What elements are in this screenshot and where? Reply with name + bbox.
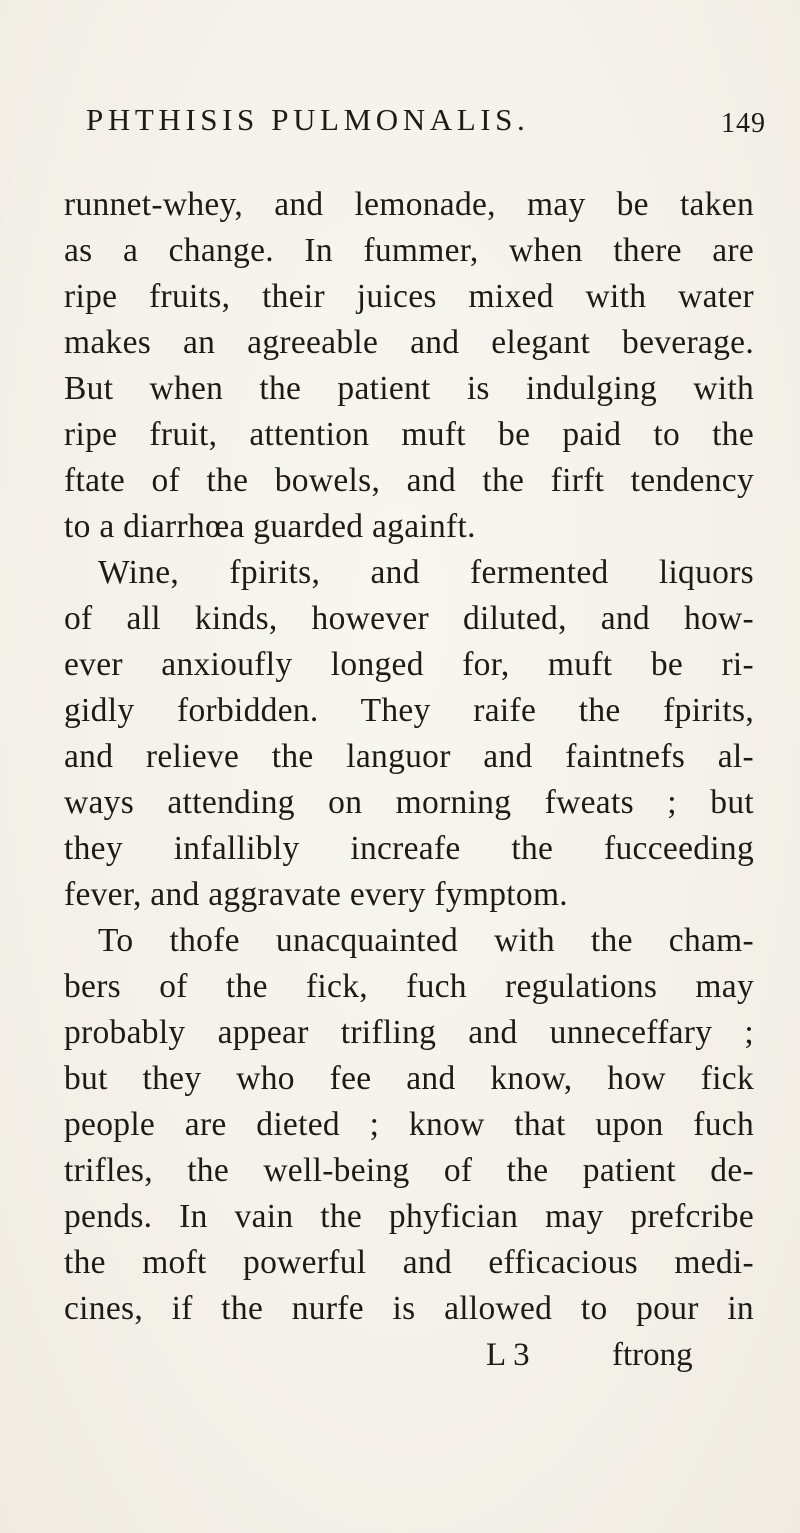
paragraph-start-line: To thofe unacquainted with the cham- [98, 922, 754, 959]
text-line: pends. In vain the phyfician may prefcribe [64, 1198, 754, 1235]
catchword: ftrong [612, 1337, 693, 1373]
text-line: of all kinds, however diluted, and how- [64, 600, 754, 637]
text-line: trifles, the well-being of the patient de- [64, 1152, 754, 1189]
running-head-title: PHTHISIS PULMONALIS. [86, 102, 530, 137]
text-line: ftate of the bowels, and the firft tendency [64, 462, 754, 499]
text-line: as a change. In fummer, when there are [64, 232, 754, 269]
text-line: fever, and aggravate every fymptom. [64, 876, 568, 913]
text-line: bers of the fick, fuch regulations may [64, 968, 754, 1005]
signature-mark: L 3 [486, 1337, 530, 1373]
text-line: the moft powerful and efficacious medi- [64, 1244, 754, 1281]
text-line: ripe fruit, attention muft be paid to the [64, 416, 754, 453]
text-line-last: cines, if the nurfe is allowed to pour in [64, 1290, 754, 1327]
text-line: people are dieted ; know that upon fuch [64, 1106, 754, 1143]
text-line: they infallibly increafe the fucceeding [64, 830, 754, 867]
paragraph-start-line: Wine, fpirits, and fermented liquors [98, 554, 754, 591]
text-line: runnet-whey, and lemonade, may be taken [64, 186, 754, 223]
text-line: But when the patient is indulging with [64, 370, 754, 407]
page-number: 149 [721, 108, 766, 139]
text-line: gidly forbidden. They raife the fpirits, [64, 692, 754, 729]
text-line: ways attending on morning fweats ; but [64, 784, 754, 821]
text-line: makes an agreeable and elegant beverage. [64, 324, 754, 361]
text-line: ever anxioufly longed for, muft be ri- [64, 646, 754, 683]
text-line: probably appear trifling and unneceffary ; [64, 1014, 754, 1051]
text-line: and relieve the languor and faintnefs al- [64, 738, 754, 775]
text-line: to a diarrhœa guarded againft. [64, 508, 476, 545]
text-line: ripe fruits, their juices mixed with water [64, 278, 754, 315]
text-line: but they who fee and know, how fick [64, 1060, 754, 1097]
